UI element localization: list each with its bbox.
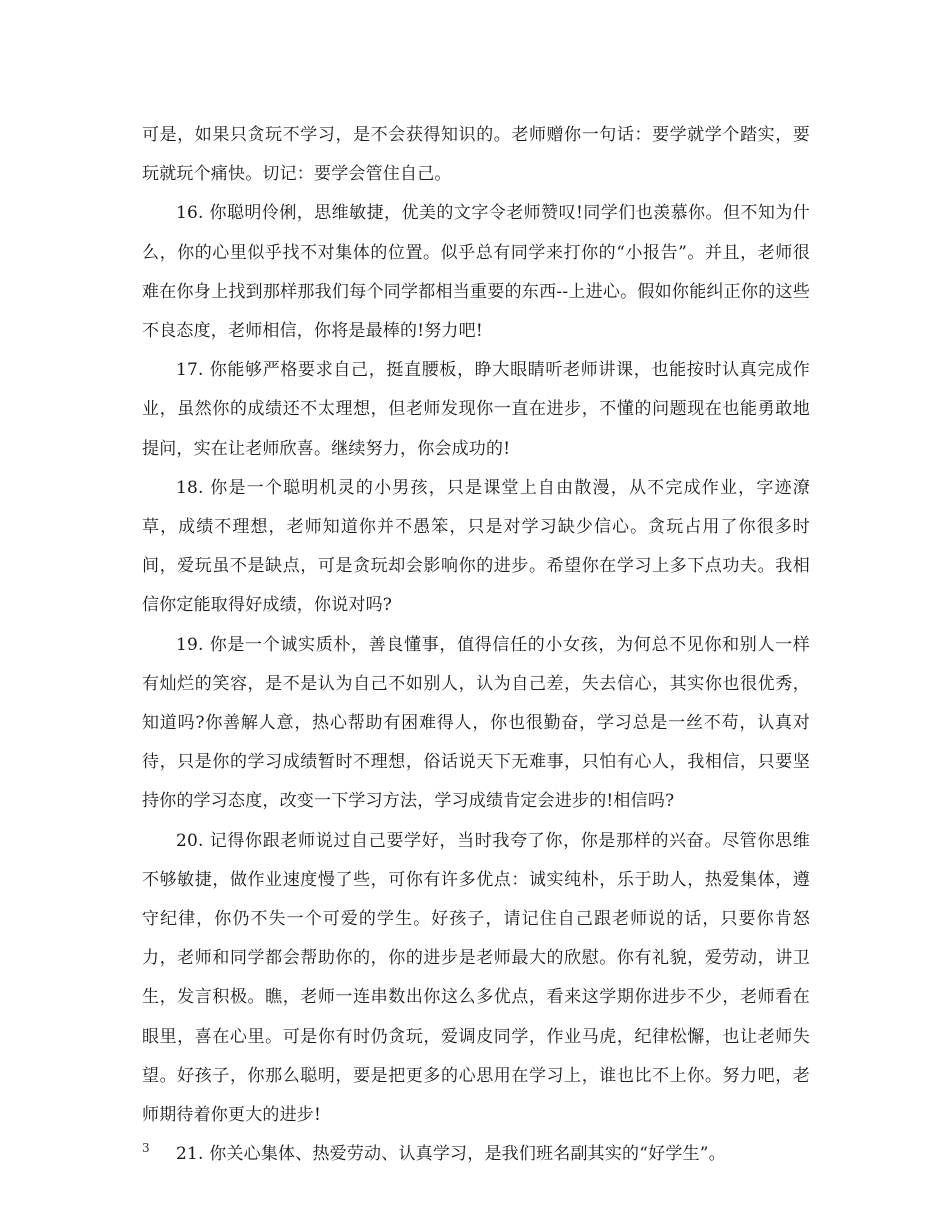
paragraph-comment-19: 19. 你是一个诚实质朴，善良懂事，值得信任的小女孩，为何总不见你和别人一样有灿烂的笑容，是不是认为自己不如别人，认为自己差，失去信心，其实你也很优秀，知道吗?你善解人意，热心帮助有困难得人，你也很勤奋，学习总是一丝不苟，认真对待，只是你的学习成绩暂时不理想，俗话说天下无难事，只怕有心人，我相信，只要坚持你的学习态度，改变一下学习方法，学习成绩肯定会进步的!相信吗? bbox=[142, 634, 810, 812]
page-number: 3 bbox=[142, 1141, 150, 1155]
paragraph-comment-21: 21. 你关心集体、热爱劳动、认真学习，是我们班名副其实的“好学生”。 bbox=[176, 1144, 726, 1165]
paragraph-continuation: 可是，如果只贪玩不学习，是不会获得知识的。老师赠你一句话：要学就学个踏实，要玩就玩个痛快。切记：要学会管住自己。 bbox=[142, 125, 810, 185]
document-body bbox=[142, 116, 810, 1174]
paragraph-comment-17: 17. 你能够严格要求自己，挺直腰板，睁大眼睛听老师讲课，也能按时认真完成作业，虽然你的成绩还不太理想，但老师发现你一直在进步，不懂的问题现在也能勇敢地提问，实在让老师欣喜。继续努力，你会成功的! bbox=[142, 360, 810, 459]
paragraph-comment-16: 16. 你聪明伶俐，思维敏捷，优美的文字令老师赞叹!同学们也羡慕你。但不知为什么，你的心里似乎找不对集体的位置。似乎总有同学来打你的“小报告”。并且，老师很难在你身上找到那样那我们每个同学都相当重要的东西--上进心。假如你能纠正你的这些不良态度，老师相信，你将是最棒的!努力吧! bbox=[142, 203, 810, 342]
paragraph-comment-18: 18. 你是一个聪明机灵的小男孩，只是课堂上自由散漫，从不完成作业，字迹潦草，成绩不理想，老师知道你并不愚笨，只是对学习缺少信心。贪玩占用了你很多时间，爱玩虽不是缺点，可是贪玩却会影响你的进步。希望你在学习上多下点功夫。我相信你定能取得好成绩，你说对吗? bbox=[142, 477, 810, 616]
paragraph-comment-20: 20. 记得你跟老师说过自己要学好，当时我夸了你，你是那样的兴奋。尽管你思维不够敏捷，做作业速度慢了些，可你有许多优点：诚实纯朴，乐于助人，热爱集体，遵守纪律，你仍不失一个可爱的学生。好孩子，请记住自己跟老师说的话，只要你肯怒力，老师和同学都会帮助你的，你的进步是老师最大的欣慰。你有礼貌，爱劳动，讲卫生，发言积极。瞧，老师一连串数出你这么多优点，看来这学期你进步不少，老师看在眼里，喜在心里。可是你有时仍贪玩，爱调皮同学，作业马虎，纪律松懈，也让老师失望。好孩子，你那么聪明，要是把更多的心思用在学习上，谁也比不上你。努力吧，老师期待着你更大的进步! bbox=[142, 830, 810, 1126]
